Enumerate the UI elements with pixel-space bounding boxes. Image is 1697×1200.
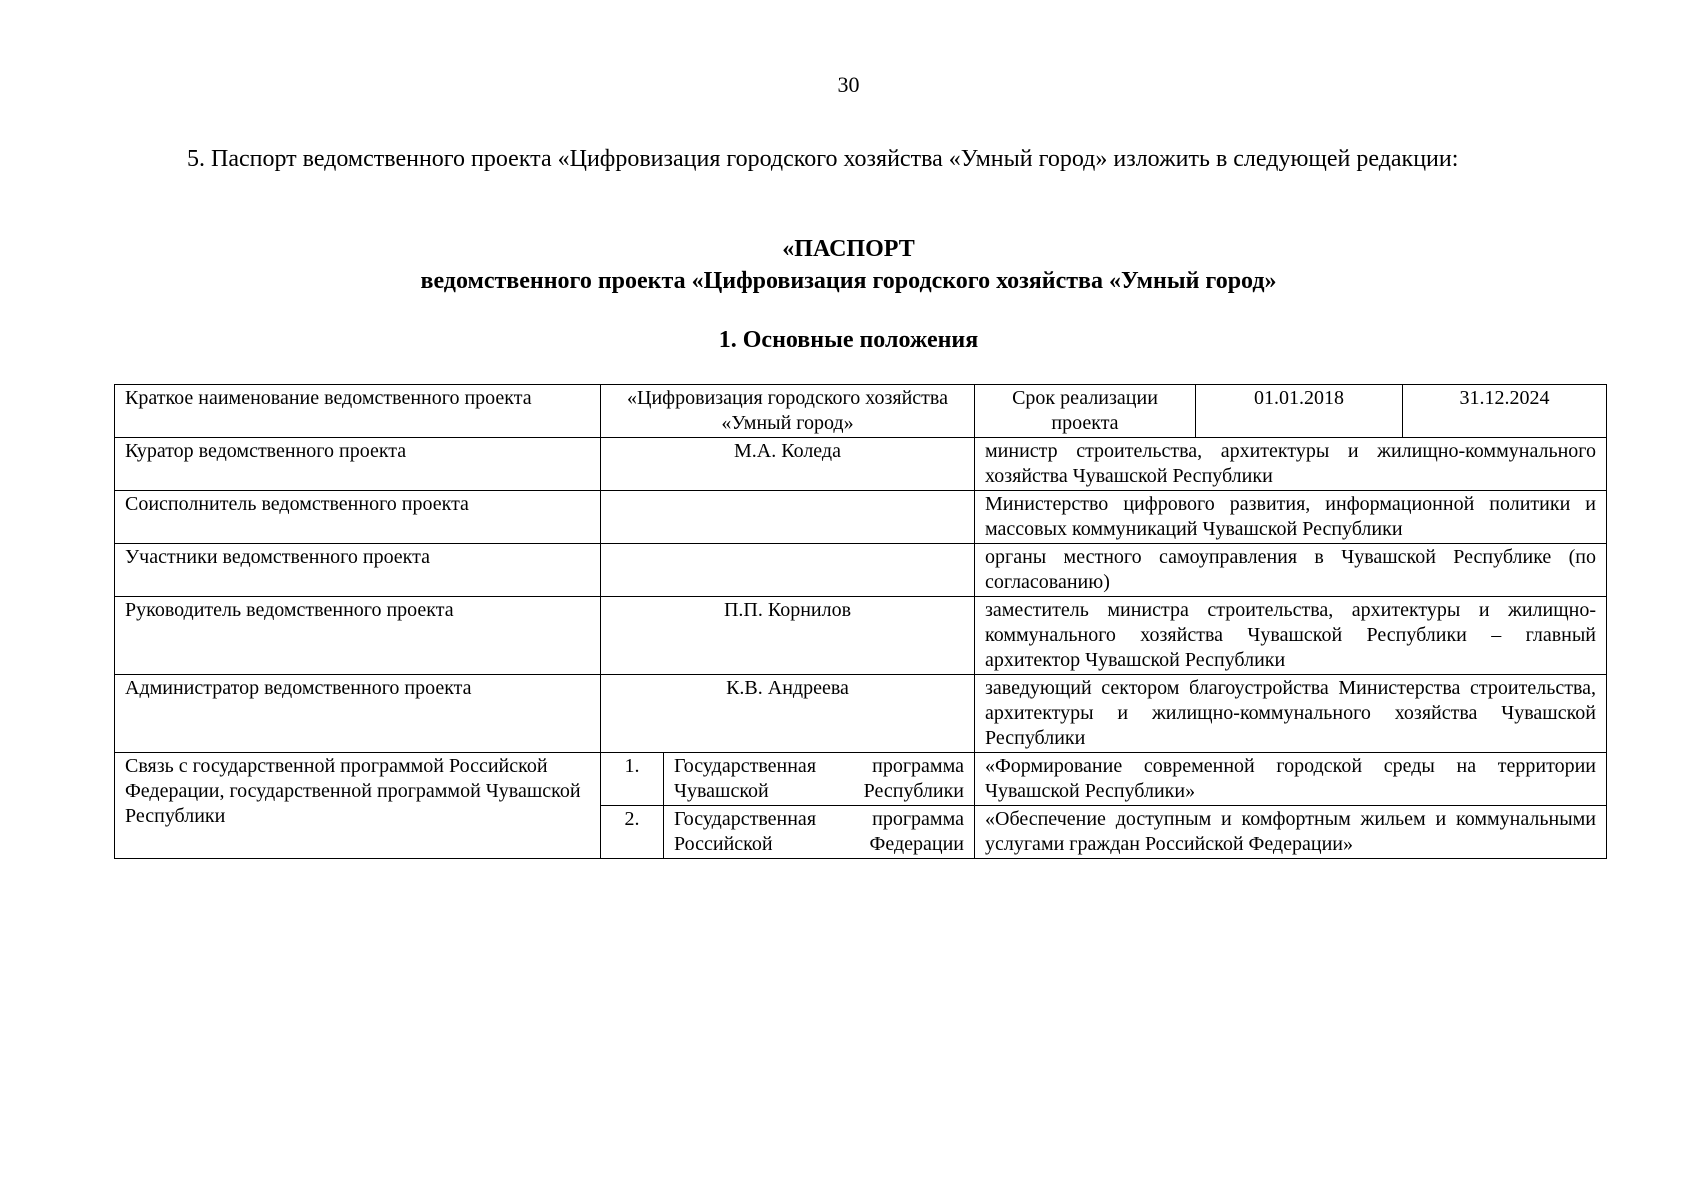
section-title: 1. Основные положения <box>718 327 979 353</box>
program-type: Государственная программа Чувашской Республики <box>664 753 975 806</box>
administrator-name: К.В. Андреева <box>601 675 975 753</box>
co-executor-label: Соисполнитель ведомственного проекта <box>115 491 601 544</box>
head-label: Руководитель ведомственного проекта <box>115 597 601 675</box>
program-name: «Обеспечение доступным и комфортным жильем и коммунальными услугами граждан Российской Федерации» <box>975 806 1607 859</box>
program-number: 2. <box>601 806 664 859</box>
program-number: 1. <box>601 753 664 806</box>
program-type: Государственная программа Российской Федерации <box>664 806 975 859</box>
table-row-short-name <box>115 385 1607 438</box>
table-row-participants <box>115 544 1607 597</box>
passport-table <box>114 384 1607 859</box>
co-executor-name <box>601 491 975 544</box>
table-row-administrator <box>115 675 1607 753</box>
administrator-position: заведующий сектором благоустройства Министерства строительства, архитектуры и жилищно-коммунального хозяйства Чувашской Республики <box>975 675 1607 753</box>
participants-value: органы местного самоуправления в Чувашской Республике (по согласованию) <box>975 544 1607 597</box>
table-row-co-executor <box>115 491 1607 544</box>
passport-subtitle: ведомственного проекта «Цифровизация городского хозяйства «Умный город» <box>420 268 1277 294</box>
term-start-date: 01.01.2018 <box>1196 385 1403 438</box>
administrator-label: Администратор ведомственного проекта <box>115 675 601 753</box>
short-name-label: Краткое наименование ведомственного проекта <box>115 385 601 438</box>
intro-paragraph: 5. Паспорт ведомственного проекта «Цифровизация городского хозяйства «Умный город» изложить в следующей редакции: <box>187 146 1459 172</box>
passport-title: «ПАСПОРТ <box>782 236 915 262</box>
participants-name <box>601 544 975 597</box>
table-row-head <box>115 597 1607 675</box>
co-executor-position: Министерство цифрового развития, информационной политики и массовых коммуникаций Чувашской Республики <box>975 491 1607 544</box>
page-number: 30 <box>837 72 860 97</box>
table-row-curator <box>115 438 1607 491</box>
programs-label: Связь с государственной программой Российской Федерации, государственной программой Чувашской Республики <box>115 753 601 859</box>
term-end-date: 31.12.2024 <box>1403 385 1607 438</box>
term-label: Срок реализации проекта <box>975 385 1196 438</box>
head-position: заместитель министра строительства, архитектуры и жилищно-коммунального хозяйства Чувашской Республики – главный архитектор Чувашской Республики <box>975 597 1607 675</box>
table-row-program-1 <box>115 753 1607 806</box>
curator-name: М.А. Коледа <box>601 438 975 491</box>
program-name: «Формирование современной городской среды на территории Чувашской Республики» <box>975 753 1607 806</box>
curator-label: Куратор ведомственного проекта <box>115 438 601 491</box>
head-name: П.П. Корнилов <box>601 597 975 675</box>
short-name-value: «Цифровизация городского хозяйства «Умный город» <box>601 385 975 438</box>
participants-label: Участники ведомственного проекта <box>115 544 601 597</box>
curator-position: министр строительства, архитектуры и жилищно-коммунального хозяйства Чувашской Республики <box>975 438 1607 491</box>
